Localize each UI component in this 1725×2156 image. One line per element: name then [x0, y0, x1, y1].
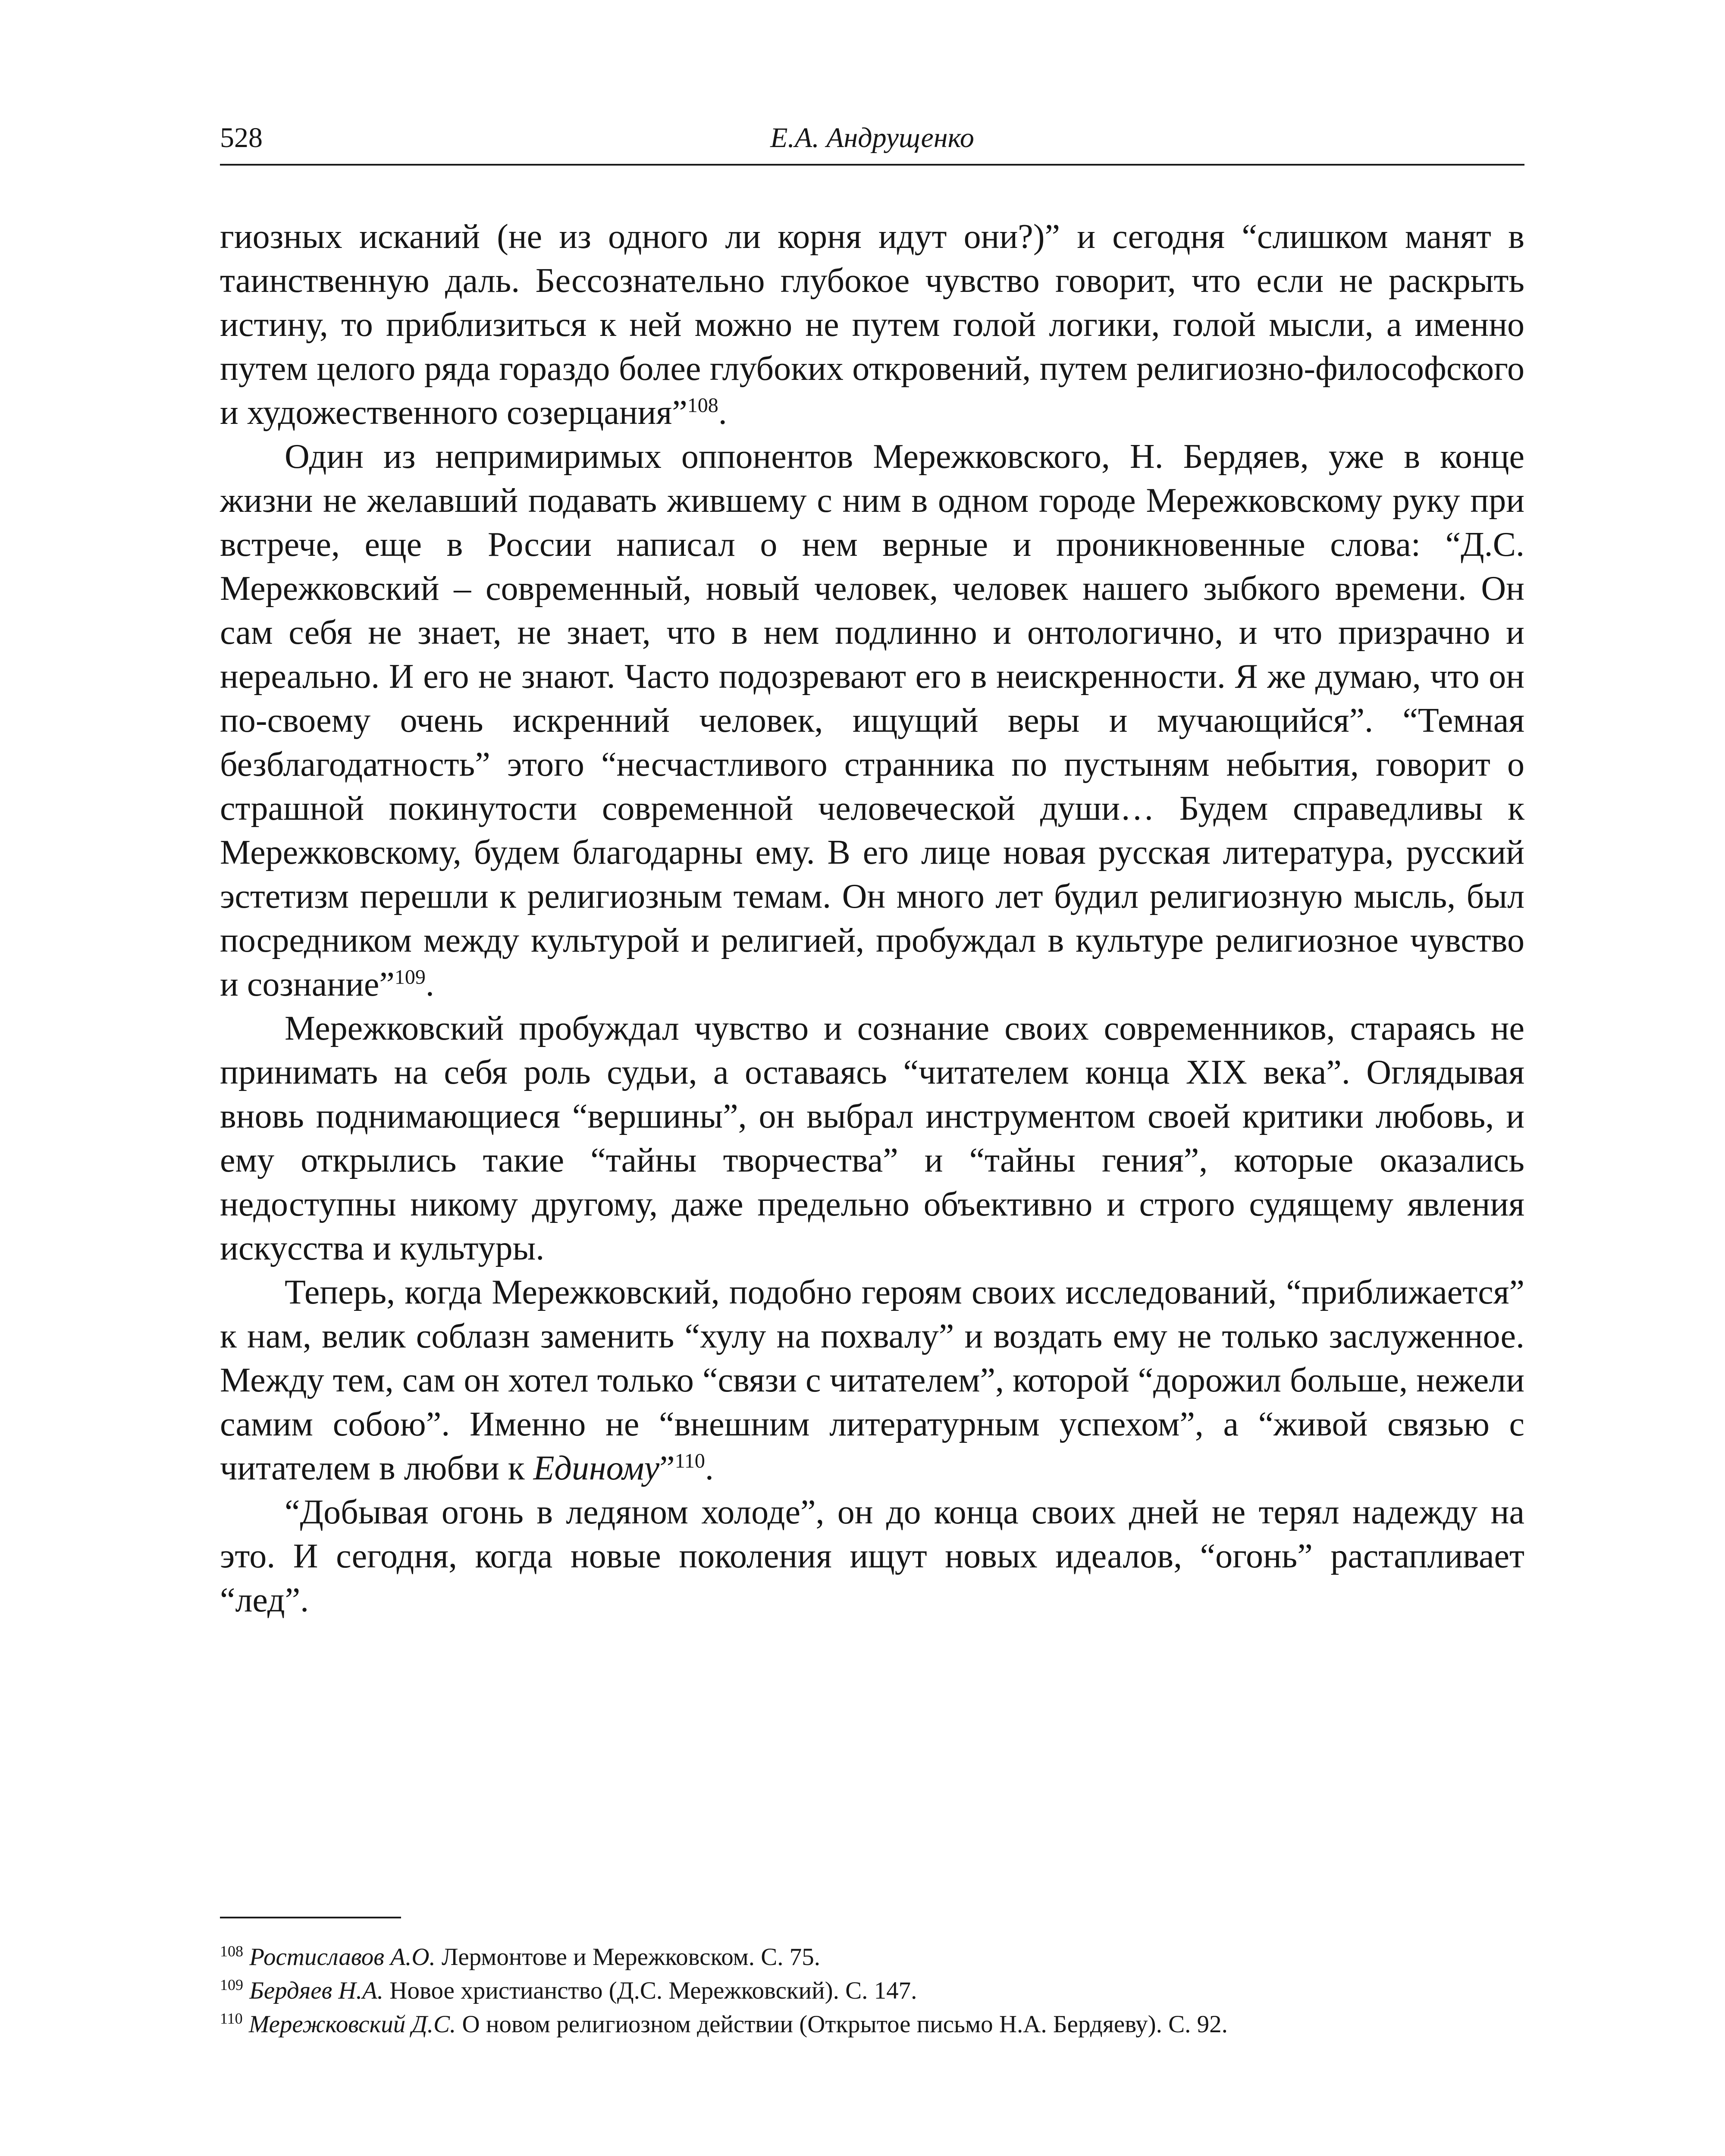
paragraph-4 [220, 1270, 1524, 1490]
footnotes [220, 1940, 1524, 2041]
footnote-number: 109 [220, 1976, 243, 1993]
paragraph-4-emphasis: Единому [533, 1449, 660, 1487]
footnote-author: Мережковский Д.С. [248, 2011, 456, 2038]
paragraph-3 [220, 1006, 1524, 1270]
footnote-text: Новое христианство (Д.С. Мережковский). С. 147. [383, 1977, 917, 2004]
footnote-number: 108 [220, 1943, 243, 1960]
footnote-109 [220, 1974, 1524, 2008]
paragraph-2-end: . [425, 965, 434, 1003]
running-head [220, 116, 1524, 166]
paragraph-4-close-quote: ” [659, 1449, 675, 1487]
paragraph-1-text: гиозных исканий (не из одного ли корня идут они?)” и сегодня “слишком манят в таинственную даль. Бессознательно глубокое чувство говорит, что если не раскрыть истину, то приблизиться к ней можно не путем голой логики, голой мысли, а именно путем целого ряда гораздо более глубоких откровений, путем религиозно-философского и художественного созерцания” [220, 218, 1524, 432]
paragraph-5-text: “Добывая огонь в ледяном холоде”, он до конца своих дней не терял надежду на это. И сегодня, когда новые поколения ищут новых идеалов, “огонь” растапливает “лед”. [220, 1493, 1524, 1619]
footnote-author: Ростиславов А.О. [249, 1943, 436, 1971]
page-number: 528 [220, 122, 263, 154]
paragraph-4-end: . [705, 1449, 714, 1487]
paragraph-5 [220, 1490, 1524, 1622]
footnote-ref-110[interactable]: 110 [674, 1449, 705, 1473]
footnote-number: 110 [220, 2010, 243, 2027]
footnote-108 [220, 1940, 1524, 1974]
running-title: Е.А. Андрущенко [770, 122, 974, 154]
footnote-ref-109[interactable]: 109 [394, 965, 426, 989]
paragraph-1 [220, 215, 1524, 435]
paragraph-2 [220, 435, 1524, 1006]
footnote-text: О новом религиозном действии (Открытое письмо Н.А. Бердяеву). С. 92. [456, 2011, 1228, 2038]
footnote-ref-108[interactable]: 108 [687, 394, 718, 417]
paragraph-4-text: Теперь, когда Мережковский, подобно героям своих исследований, “приближается” к нам, велик соблазн заменить “хулу на похвалу” и воздать ему не только заслуженное. Между тем, сам он хотел только “связи с читателем”, которой “дорожил больше, нежели самим собою”. Именно не “внешним литературным успехом”, а “живой связью с читателем в любви к [220, 1273, 1524, 1487]
footnote-author: Бердяев Н.А. [249, 1977, 384, 2004]
paragraph-2-text: Один из непримиримых оппонентов Мережковского, Н. Бердяев, уже в конце жизни не желавший подавать жившему с ним в одном городе Мережковскому руку при встрече, еще в России написал о нем верные и проникновенные слова: “Д.С. Мережковский – современный, новый человек, человек нашего зыбкого времени. Он сам себя не знает, не знает, что в нем подлинно и онтологично, и что призрачно и нереально. И его не знают. Часто подозревают его в неискренности. Я же думаю, что он по-своему очень искренний человек, ищущий веры и мучающийся”. “Темная безблагодатность” этого “несчастливого странника по пустыням небытия, говорит о страшной покинутости современной человеческой души… Будем справедливы к Мережковскому, будем благодарны ему. В его лице новая русская литература, русский эстетизм перешли к религиозным темам. Он много лет будил религиозную мысль, был посредником между культурой и религией, пробуждал в культуре религиозное чувство и сознание” [220, 438, 1524, 1003]
footnote-text: Лермонтове и Мережковском. С. 75. [435, 1943, 821, 1971]
paragraph-3-text: Мережковский пробуждал чувство и сознание своих современников, стараясь не принимать на себя роль судьи, а оставаясь “читателем конца XIX века”. Оглядывая вновь поднимающиеся “вершины”, он выбрал инструментом своей критики любовь, и ему открылись такие “тайны творчества” и “тайны гения”, которые оказались недоступны никому другому, даже предельно объективно и строго судящему явления искусства и культуры. [220, 1009, 1524, 1267]
paragraph-1-end: . [718, 394, 727, 432]
footnote-separator [220, 1917, 401, 1918]
footnote-110 [220, 2008, 1524, 2041]
body-text [220, 215, 1524, 1622]
